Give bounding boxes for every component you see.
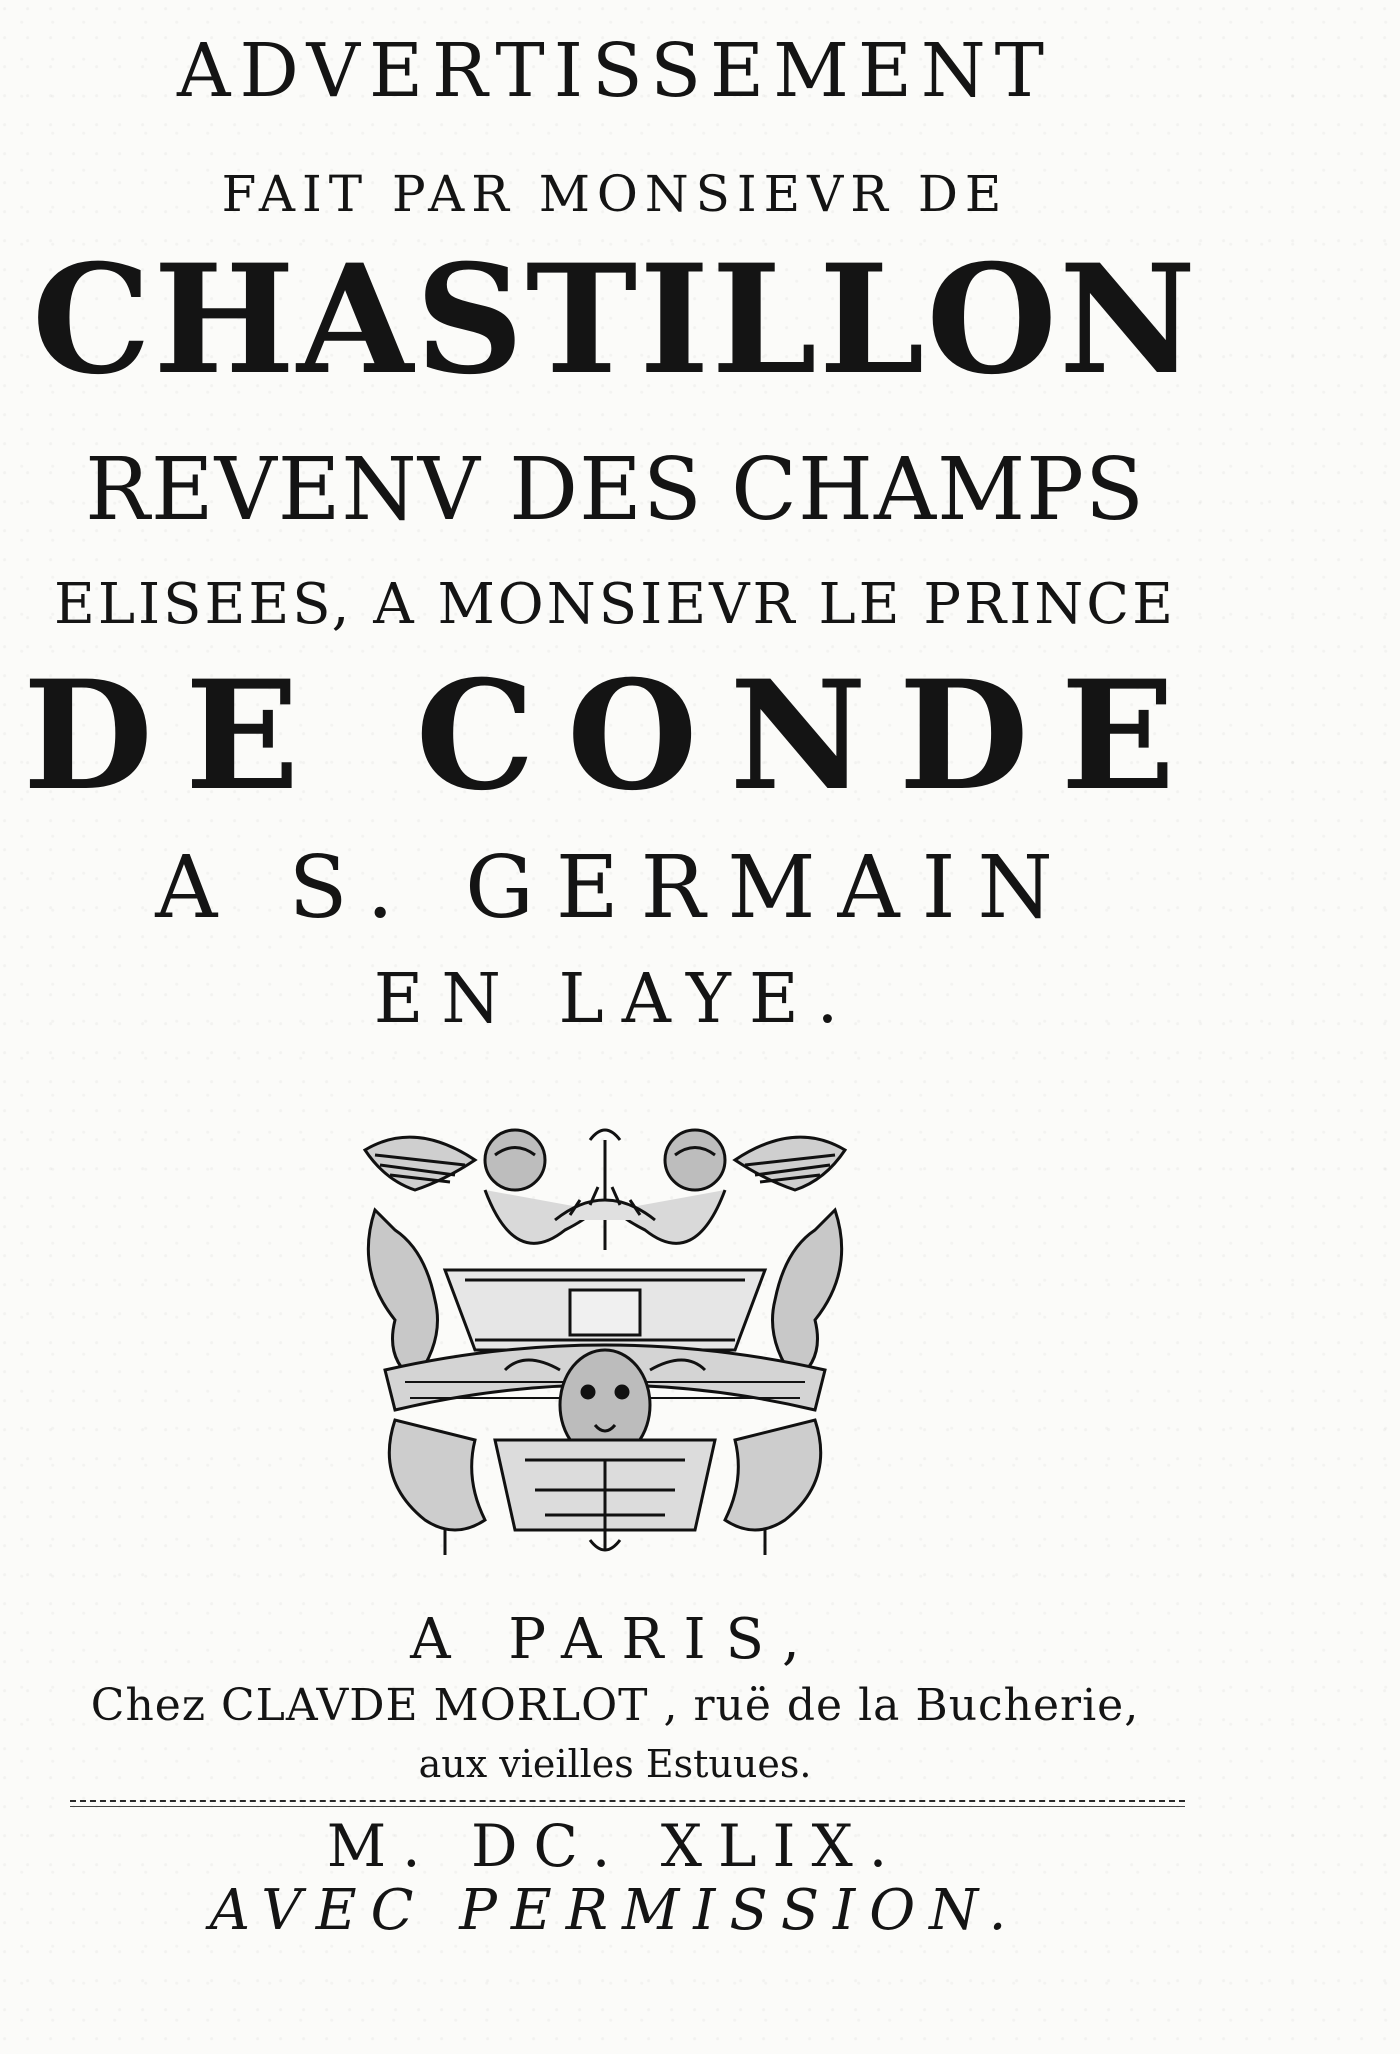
- title-line-6: DE CONDE: [22, 648, 1208, 824]
- printers-device-ornament: [355, 1120, 855, 1560]
- permission-notice: AVEC PERMISSION.: [209, 1878, 1021, 1943]
- title-line-8: EN LAYE.: [373, 960, 857, 1039]
- title-line-1: ADVERTISSEMENT: [177, 28, 1053, 114]
- title-line-3: CHASTILLON: [31, 232, 1199, 408]
- imprint-address: aux vieilles Estuues.: [418, 1742, 812, 1786]
- title-line-4: REVENV DES CHAMPS: [85, 440, 1145, 540]
- imprint-printer: Chez CLAVDE MORLOT , ruë de la Bucherie,: [90, 1680, 1140, 1731]
- title-line-5: ELISEES, A MONSIEVR LE PRINCE: [53, 572, 1177, 637]
- divider-rule-inner: [70, 1806, 1185, 1807]
- title-line-2: FAIT PAR MONSIEVR DE: [221, 165, 1009, 223]
- publication-date: M. DC. XLIX.: [326, 1812, 904, 1880]
- title-line-7: A S. GERMAIN: [155, 838, 1075, 938]
- divider-rule: [70, 1800, 1185, 1802]
- imprint-city: A PARIS,: [410, 1607, 820, 1672]
